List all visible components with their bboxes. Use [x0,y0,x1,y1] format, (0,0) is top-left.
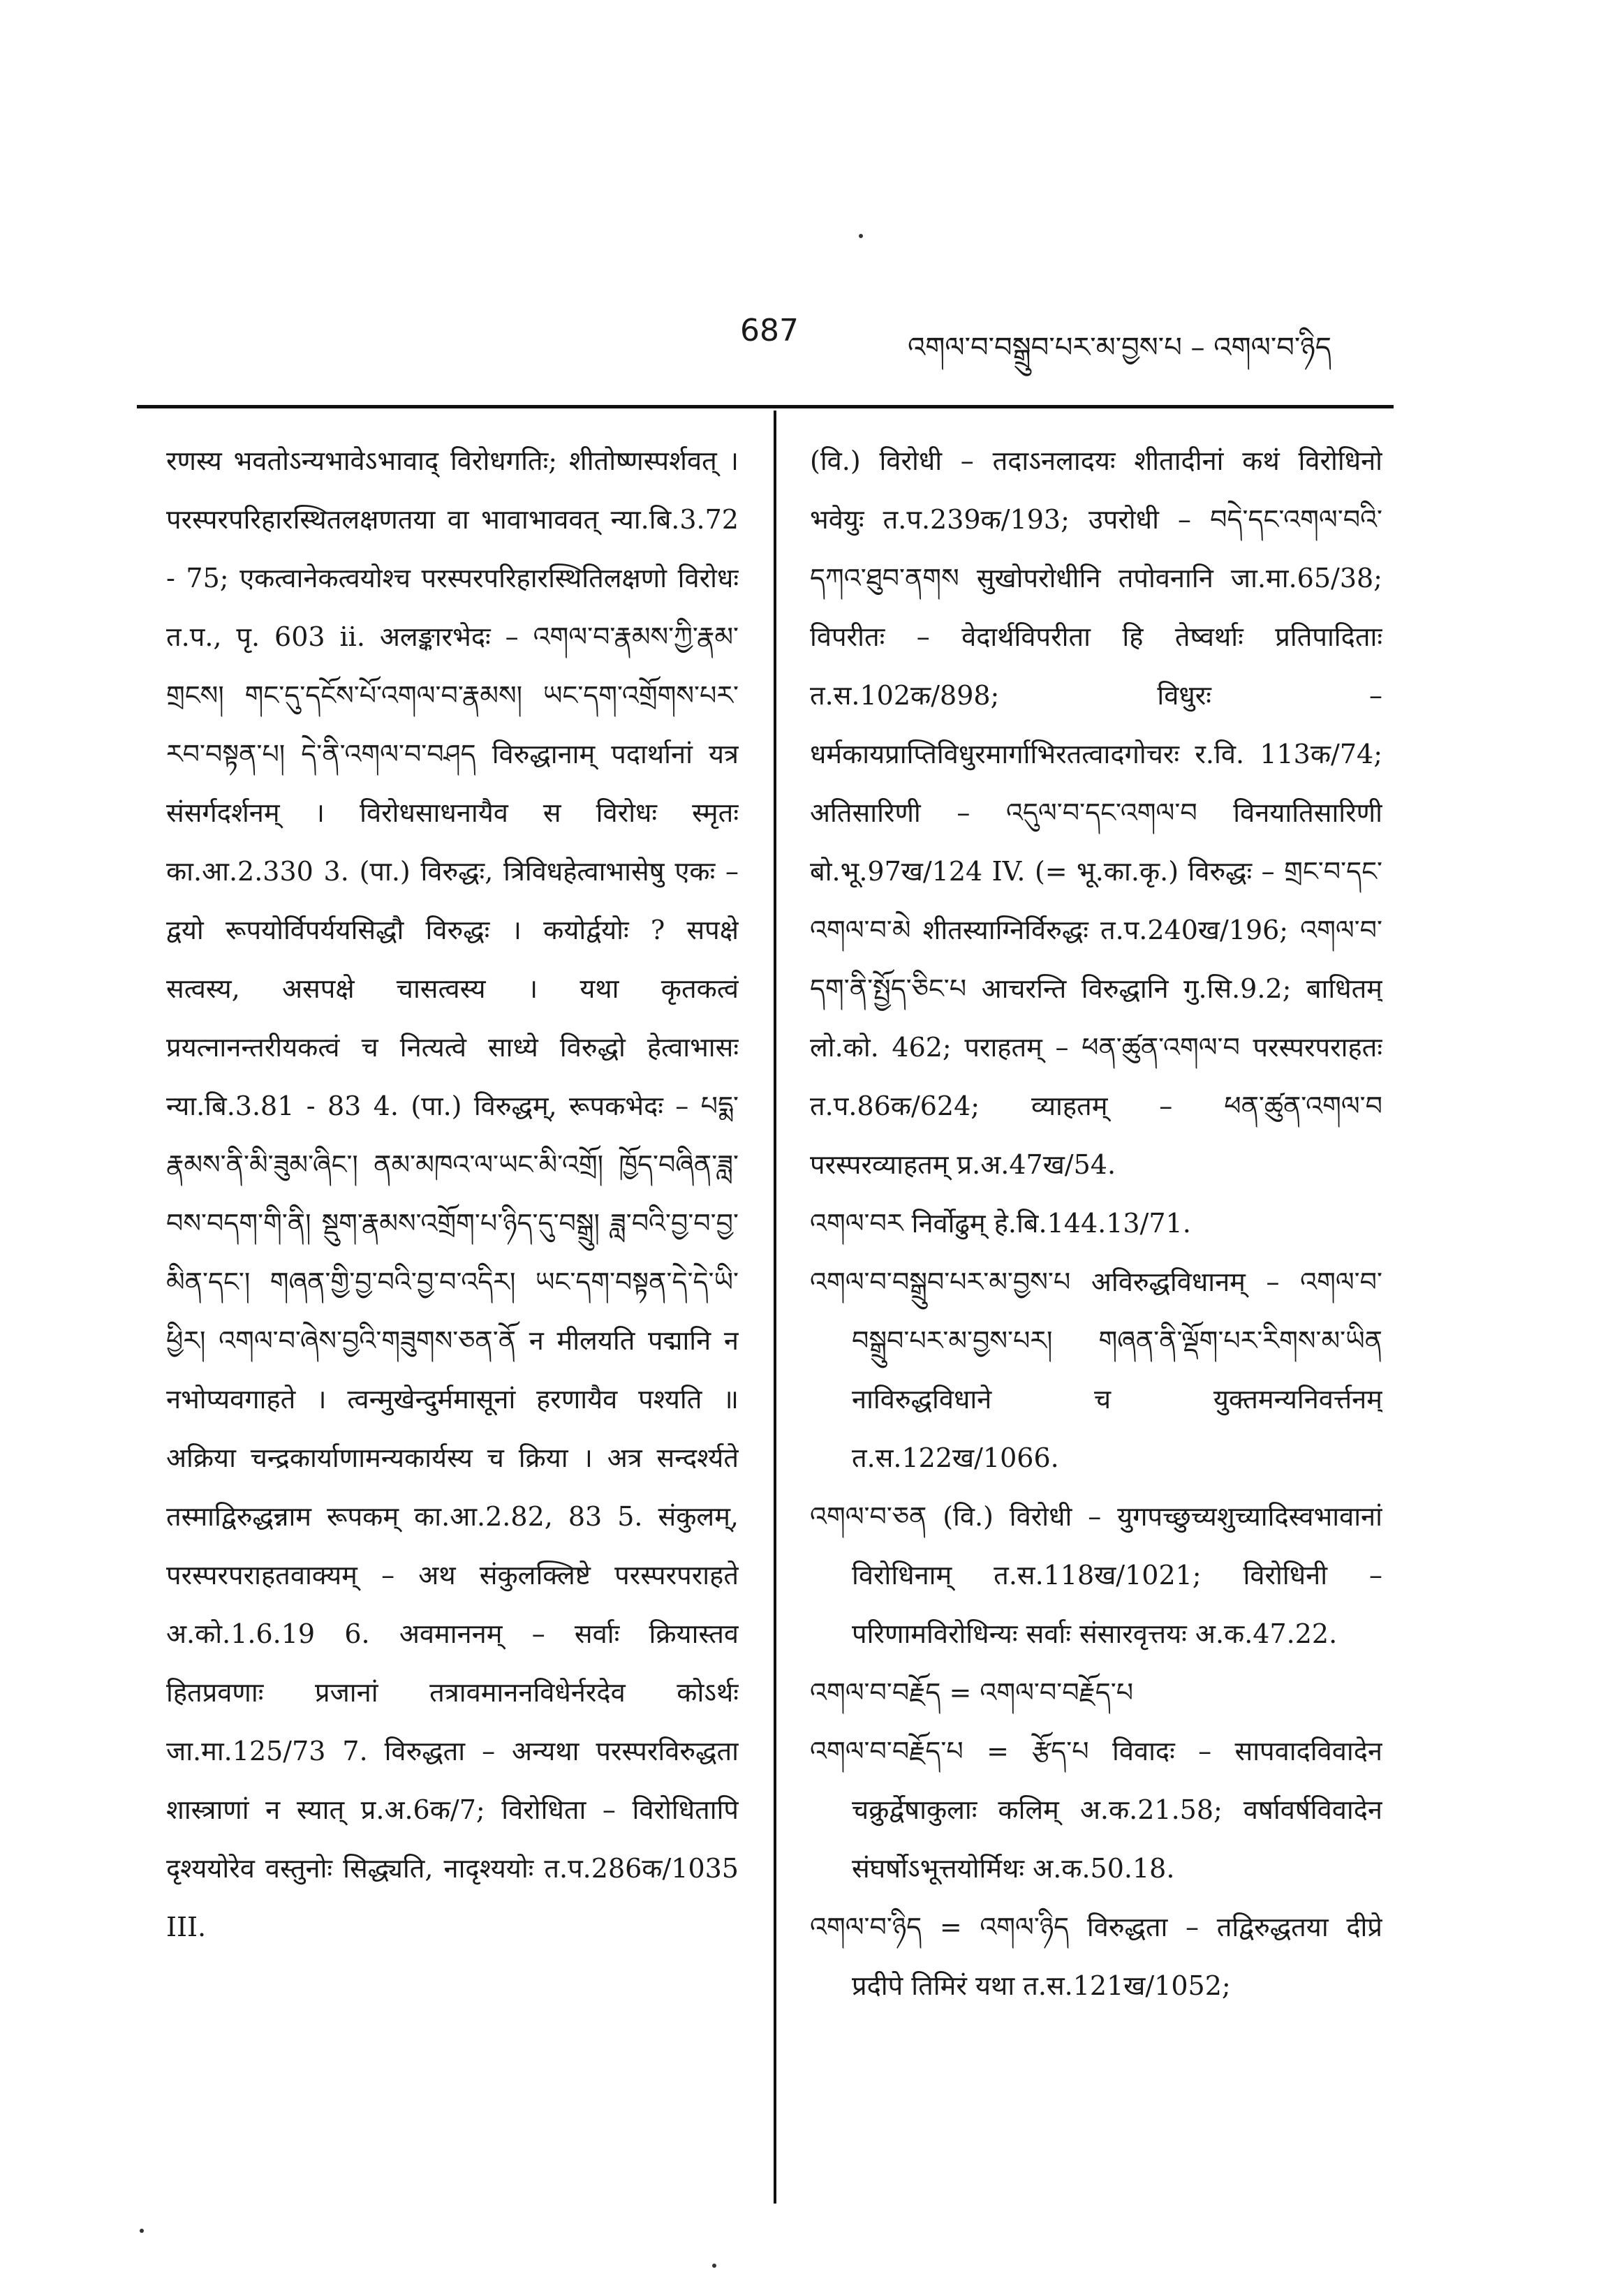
header-rule [137,405,1394,408]
entry-gal-ba-can: འགལ་བ་ཅན (वि.) विरोधी – युगपच्छुच्यशुच्यादिस्वभावानां विरोधिनाम् त.स.118ख/1021; विरोधिनी – परिणामविरोधिन्यः सर्वाः संसारवृत्तयः अ.क.47.22. [810,1501,1382,1649]
entry-continuation: (वि.) विरोधी – तदाऽनलादयः शीतादीनां कथं विरोधिनो भवेयुः त.प.239क/193; उपरोधी – བདེ་དང་འགལ་བའི་དཀའ་ཐུབ་ནགས सुखोपरोधीनि तपोवनानि जा.मा.65/38; विपरीतः – वेदार्थविपरीता हि तेष्वर्थाः प्रतिपादिताः त.स.102क/898; विधुरः – धर्मकायप्राप्तिविधुरमार्गाभिरतत्वादगोचरः र.वि. 113क/74; अतिसारिणी – འདུལ་བ་དང་འགལ་བ विनयातिसारिणी बो.भू.97ख/124 IV. (= भू.का.कृ.) विरुद्धः – གྲང་བ་དང་འགལ་བ་མེ शीतस्याग्निर्विरुद्धः त.प.240ख/196; འགལ་བ་དག་ནི་སྤྱོད་ཅིང་པ आचरन्ति विरुद्धानि गु.सि.9.2; बाधितम् लो.को. 462; पराहतम् – ཕན་ཚུན་འགལ་བ परस्परपराहतः त.प.86क/624; व्याहतम् – ཕན་ཚུན་འགལ་བ परस्परव्याहतम् प्र.अ.47ख/54. [810,445,1382,1180]
entry-gal-ba-nyid: འགལ་བ་ཉིད = འགལ་ཉིད विरुद्धता – तद्विरुद्धतया दीप्रे प्रदीपे तिमिरं यथा त.स.121ख/1052; [810,1912,1382,2001]
running-header: འགལ་བ་བསྒྲུབ་པར་མ་བྱས་པ – འགལ་བ་ཉིད [908,332,1331,364]
left-column-text: रणस्य भवतोऽन्यभावेऽभावाद् विरोधगतिः; शीतोष्णस्पर्शवत् । परस्परपरिहारस्थितलक्षणतया वा भावाभाववत् न्या.बि.3.72 - 75; एकत्वानेकत्वयोश्च परस्परपरिहारस्थितिलक्षणो विरोधः त.प., पृ. 603 ii. अलङ्कारभेदः – འགལ་བ་རྣམས་ཀྱི་རྣམ་གྲངས། གང་དུ་དངོས་པོ་འགལ་བ་རྣམས། ཡང་དག་འགྲོགས་པར་རབ་བསྟན་པ། དེ་ནི་འགལ་བ་བཤད विरुद्धानाम् पदार्थानां यत्र संसर्गदर्शनम् । विरोधसाधनायैव स विरोधः स्मृतः का.आ.2.330 3. (पा.) विरुद्धः, त्रिविधहेत्वाभासेषु एकः – द्वयो रूपयोर्विपर्ययसिद्धौ विरुद्धः । कयोर्द्वयोः ? सपक्षे सत्वस्य, असपक्षे चासत्वस्य । यथा कृतकत्वं प्रयत्नानन्तरीयकत्वं च नित्यत्वे साध्ये विरुद्धो हेत्वाभासः न्या.बि.3.81 - 83 4. (पा.) विरुद्धम्, रूपकभेदः – པདྨ་རྣམས་ནི་མི་ཟུམ་ཞིང་། ནམ་མཁའ་ལ་ཡང་མི་འགྲོ། ཁྱོད་བཞིན་ཟླ་བས་བདག་གི་ནི། སྡུག་རྣམས་འགྲོག་པ་ཉིད་དུ་བསྒྲུ། ཟླ་བའི་བྱ་བ་བྱ་མིན་དང་། གཞན་གྱི་བྱ་བའི་བྱ་བ་འདིར། ཡང་དག་བསྟན་དེ་དེ་ཡི་ཕྱིར། འགལ་བ་ཞེས་བྱའི་གཟུགས་ཅན་ནོ न मीलयति पद्मानि न नभोप्यवगाहते । त्वन्मुखेन्दुर्ममासूनां हरणायैव पश्यति ॥ अक्रिया चन्द्रकार्याणामन्यकार्यस्य च क्रिया । अत्र सन्दर्श्यते तस्माद्विरुद्धन्नाम रूपकम् का.आ.2.82, 83 5. संकुलम्, परस्परपराहतवाक्यम् – अथ संकुलक्लिष्टे परस्परपराहते अ.को.1.6.19 6. अवमाननम् – सर्वाः क्रियास्तव हितप्रवणाः प्रजानां तत्रावमाननविधेर्नरदेव कोऽर्थः जा.मा.125/73 7. विरुद्धता – अन्यथा परस्परविरुद्धता शास्त्राणां न स्यात् प्र.अ.6क/7; विरोधिता – विरोधितापि दृश्ययोरेव वस्तुनोः सिद्ध्यति, नादृश्ययोः त.प.286क/1035 III. [166,445,739,1942]
speck-mark [859,234,863,238]
left-column [166,431,739,2191]
speck-mark [712,2264,716,2268]
entry-gal-ba-bsgrub: འགལ་བ་བསྒྲུབ་པར་མ་བྱས་པ अविरुद्धविधानम् – འགལ་བ་བསྒྲུབ་པར་མ་བྱས་པར། གཞན་ནི་ལྡོག་པར་རིགས་མ་ཡིན नाविरुद्धविधाने च युक्तमन्यनिवर्त्तनम् त.स.122ख/1066. [810,1267,1382,1473]
column-divider [774,411,776,2204]
right-column [810,431,1382,2191]
entry-galbar: འགལ་བར निर्वोढुम् हे.बि.144.13/71. [810,1208,1191,1239]
page-number: 687 [740,313,799,348]
entry-gal-ba-brjod: འགལ་བ་བརྗོད = འགལ་བ་བརྗོད་པ [810,1677,1134,1708]
speck-mark [140,2229,144,2233]
entry-gal-ba-brjod-pa: འགལ་བ་བརྗོད་པ = རྩོད་པ विवादः – सापवादविवादेन चक्रुर्द्वेषाकुलाः कलिम् अ.क.21.58; वर्षावर्षविवादेन संघर्षोऽभूत्तयोर्मिथः अ.क.50.18. [810,1736,1382,1884]
